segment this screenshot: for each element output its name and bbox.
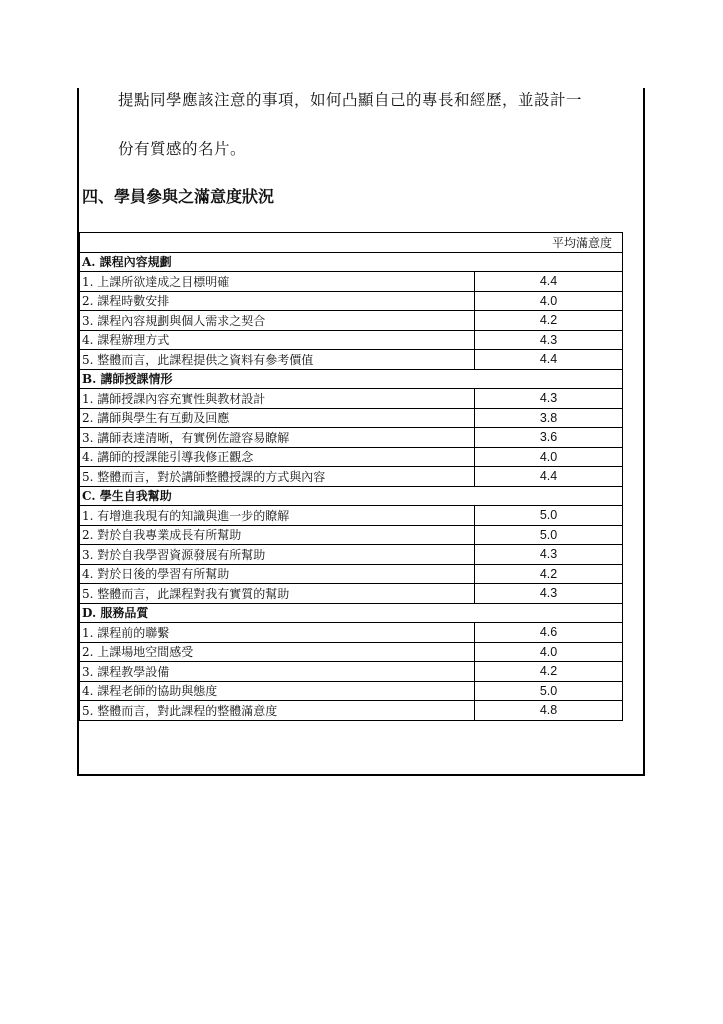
item-score: 4.4: [475, 272, 623, 292]
category-row: [80, 603, 623, 623]
item-score: 4.6: [475, 623, 623, 643]
table-row: [80, 389, 623, 409]
table-row: [80, 291, 623, 311]
item-label: 5. 整體而言，此課程對我有實質的幫助: [80, 584, 475, 604]
item-score: 5.0: [475, 525, 623, 545]
table-header-row: [80, 233, 623, 253]
category-title: D. 服務品質: [80, 603, 623, 623]
category-row: [80, 486, 623, 506]
item-label: 4. 課程辦理方式: [80, 330, 475, 350]
item-label: 1. 有增進我現有的知識與進一步的瞭解: [80, 506, 475, 526]
item-label: 5. 整體而言，對此課程的整體滿意度: [80, 701, 475, 721]
satisfaction-table: [79, 232, 623, 721]
item-score: 4.0: [475, 291, 623, 311]
item-label: 4. 講師的授課能引導我修正觀念: [80, 447, 475, 467]
item-score: 4.2: [475, 662, 623, 682]
item-label: 1. 課程前的聯繫: [80, 623, 475, 643]
table-row: [80, 506, 623, 526]
item-score: 5.0: [475, 506, 623, 526]
table-row: [80, 564, 623, 584]
item-label: 3. 課程教學設備: [80, 662, 475, 682]
category-title: A. 課程內容規劃: [80, 252, 623, 272]
intro-line-2: 份有質感的名片。: [118, 140, 247, 158]
item-score: 4.2: [475, 564, 623, 584]
item-score: 4.4: [475, 467, 623, 487]
item-score: 4.0: [475, 447, 623, 467]
satisfaction-table-body: [80, 233, 623, 721]
item-label: 3. 對於自我學習資源發展有所幫助: [80, 545, 475, 565]
item-score: 4.3: [475, 389, 623, 409]
item-label: 2. 對於自我專業成長有所幫助: [80, 525, 475, 545]
item-label: 2. 上課場地空間感受: [80, 642, 475, 662]
table-row: [80, 681, 623, 701]
table-row: [80, 272, 623, 292]
table-row: [80, 428, 623, 448]
item-label: 4. 對於日後的學習有所幫助: [80, 564, 475, 584]
item-score: 3.8: [475, 408, 623, 428]
table-row: [80, 701, 623, 721]
section-title: 四、學員參與之滿意度狀況: [82, 187, 275, 206]
item-score: 4.8: [475, 701, 623, 721]
item-label: 4. 課程老師的協助與態度: [80, 681, 475, 701]
item-score: 4.3: [475, 545, 623, 565]
table-row: [80, 525, 623, 545]
item-score: 4.2: [475, 311, 623, 331]
table-row: [80, 623, 623, 643]
table-row: [80, 545, 623, 565]
item-score: 4.3: [475, 330, 623, 350]
item-score: 4.3: [475, 584, 623, 604]
item-score: 4.0: [475, 642, 623, 662]
category-row: [80, 252, 623, 272]
intro-line-1: 提點同學應該注意的事項，如何凸顯自己的專長和經歷，並設計一: [118, 91, 583, 109]
item-label: 2. 講師與學生有互動及回應: [80, 408, 475, 428]
item-score: 5.0: [475, 681, 623, 701]
table-row: [80, 467, 623, 487]
table-row: [80, 447, 623, 467]
item-label: 3. 課程內容規劃與個人需求之契合: [80, 311, 475, 331]
category-row: [80, 369, 623, 389]
table-row: [80, 642, 623, 662]
item-label: 5. 整體而言，對於講師整體授課的方式與內容: [80, 467, 475, 487]
table-row: [80, 311, 623, 331]
table-row: [80, 662, 623, 682]
item-label: 2. 課程時數安排: [80, 291, 475, 311]
item-label: 3. 講師表達清晰，有實例佐證容易瞭解: [80, 428, 475, 448]
table-row: [80, 350, 623, 370]
item-label: 1. 上課所欲達成之目標明確: [80, 272, 475, 292]
category-title: C. 學生自我幫助: [80, 486, 623, 506]
table-row: [80, 330, 623, 350]
item-label: 5. 整體而言，此課程提供之資料有參考價值: [80, 350, 475, 370]
category-title: B. 講師授課情形: [80, 369, 623, 389]
item-score: 3.6: [475, 428, 623, 448]
table-row: [80, 408, 623, 428]
table-row: [80, 584, 623, 604]
item-label: 1. 講師授課內容充實性與教材設計: [80, 389, 475, 409]
table-header-average: 平均滿意度: [80, 233, 623, 253]
item-score: 4.4: [475, 350, 623, 370]
